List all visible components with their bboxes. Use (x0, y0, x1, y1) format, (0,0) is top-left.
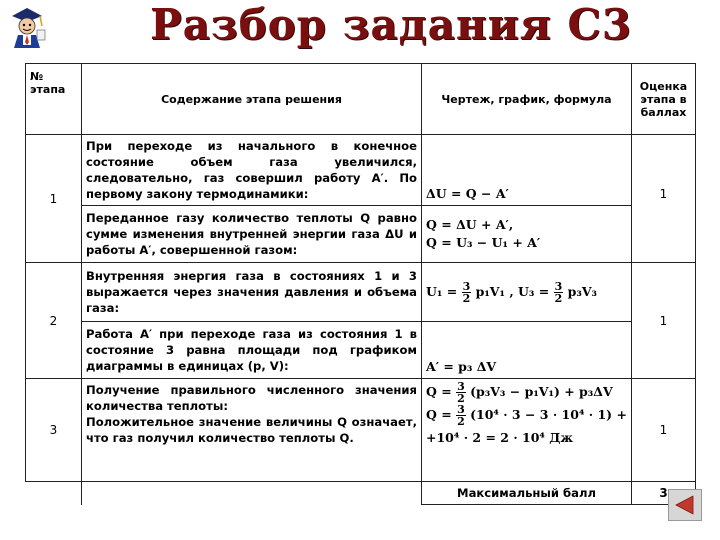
formula-line (426, 381, 627, 404)
empty-cell (82, 482, 422, 505)
fraction-denominator: 2 (457, 415, 465, 428)
formula-line: +10⁴ · 2 = 2 · 10⁴ Дж (426, 430, 573, 445)
back-button[interactable] (668, 489, 702, 521)
formula-line (426, 404, 627, 427)
table-row (26, 206, 696, 263)
fraction-denominator: 2 (462, 291, 471, 305)
stage-formula (422, 379, 632, 482)
stage-text: Внутренняя энергия газа в состояниях 1 и 3 выражается через значения давления и объема газа: (82, 263, 422, 322)
formula-part: p₃V₃ (567, 283, 597, 299)
stage-text: При переходе из начального в конечное состояние объем газа увеличился, следовательно, газ совершил работу A′. По первому закону термодинамики: (82, 135, 422, 206)
header-stage: № этапа (26, 64, 82, 135)
fraction-denominator: 2 (554, 291, 563, 305)
back-arrow-icon (673, 493, 697, 517)
fraction-denominator: 2 (457, 392, 465, 405)
fraction (456, 381, 466, 404)
max-score-row (26, 482, 696, 505)
fraction (554, 281, 564, 304)
stage-formula (422, 263, 632, 322)
stage-number: 3 (26, 379, 82, 482)
formula-part: U₃ = (518, 283, 550, 299)
stage-number: 1 (26, 135, 82, 263)
stage-text-line: Получение правильного численного значения количества теплоты: (86, 383, 417, 413)
header-score: Оценка этапа в баллах (632, 64, 696, 135)
stage-text-line: Положительное значение величины Q означает, что газ получил количество теплоты Q. (86, 415, 417, 445)
mascot-logo-icon (4, 4, 50, 50)
formula-part: (p₃V₃ − p₁V₁) + p₃ΔV (470, 384, 613, 399)
fraction (456, 404, 466, 427)
stage-score: 1 (632, 135, 696, 263)
solution-table (25, 63, 696, 505)
max-score-value: 3 (632, 482, 696, 505)
table-header-row (26, 64, 696, 135)
stage-text: Работа A′ при переходе газа из состояния 1 в состояние 3 равна площади под графиком диаграммы в единицах (p, V): (82, 322, 422, 379)
formula-line: Q = ΔU + A′, (426, 217, 514, 232)
fraction-numerator: 3 (462, 279, 471, 293)
stage-text (82, 379, 422, 482)
formula-part: U₁ = (426, 283, 458, 299)
formula-line: Q = U₃ − U₁ + A′ (426, 235, 541, 250)
table-row (26, 322, 696, 379)
empty-cell (26, 482, 82, 505)
header-drawing: Чертеж, график, формула (422, 64, 632, 135)
table-row (26, 135, 696, 206)
formula-part: Q = (426, 384, 452, 399)
fraction-numerator: 3 (554, 279, 563, 293)
fraction (462, 281, 472, 304)
stage-text: Переданное газу количество теплоты Q равно сумме изменения внутренней энергии газа ΔU и работы A′, совершенной газом: (82, 206, 422, 263)
formula-part: p₁V₁ , (475, 283, 514, 299)
slide-title: Разбор задания С3 (150, 0, 633, 49)
table-row (26, 379, 696, 482)
header-content: Содержание этапа решения (82, 64, 422, 135)
stage-number: 2 (26, 263, 82, 379)
fraction-numerator: 3 (457, 380, 465, 393)
stage-formula (422, 206, 632, 263)
max-score-label: Максимальный балл (422, 482, 632, 505)
stage-formula: ΔU = Q − A′ (422, 135, 632, 206)
stage-formula: A′ = p₃ ΔV (422, 322, 632, 379)
stage-score: 1 (632, 263, 696, 379)
table-row (26, 263, 696, 322)
formula-part: Q = (426, 407, 452, 422)
fraction-numerator: 3 (457, 403, 465, 416)
stage-score: 1 (632, 379, 696, 482)
formula-part: (10⁴ · 3 − 3 · 10⁴ · 1) + (470, 407, 627, 422)
